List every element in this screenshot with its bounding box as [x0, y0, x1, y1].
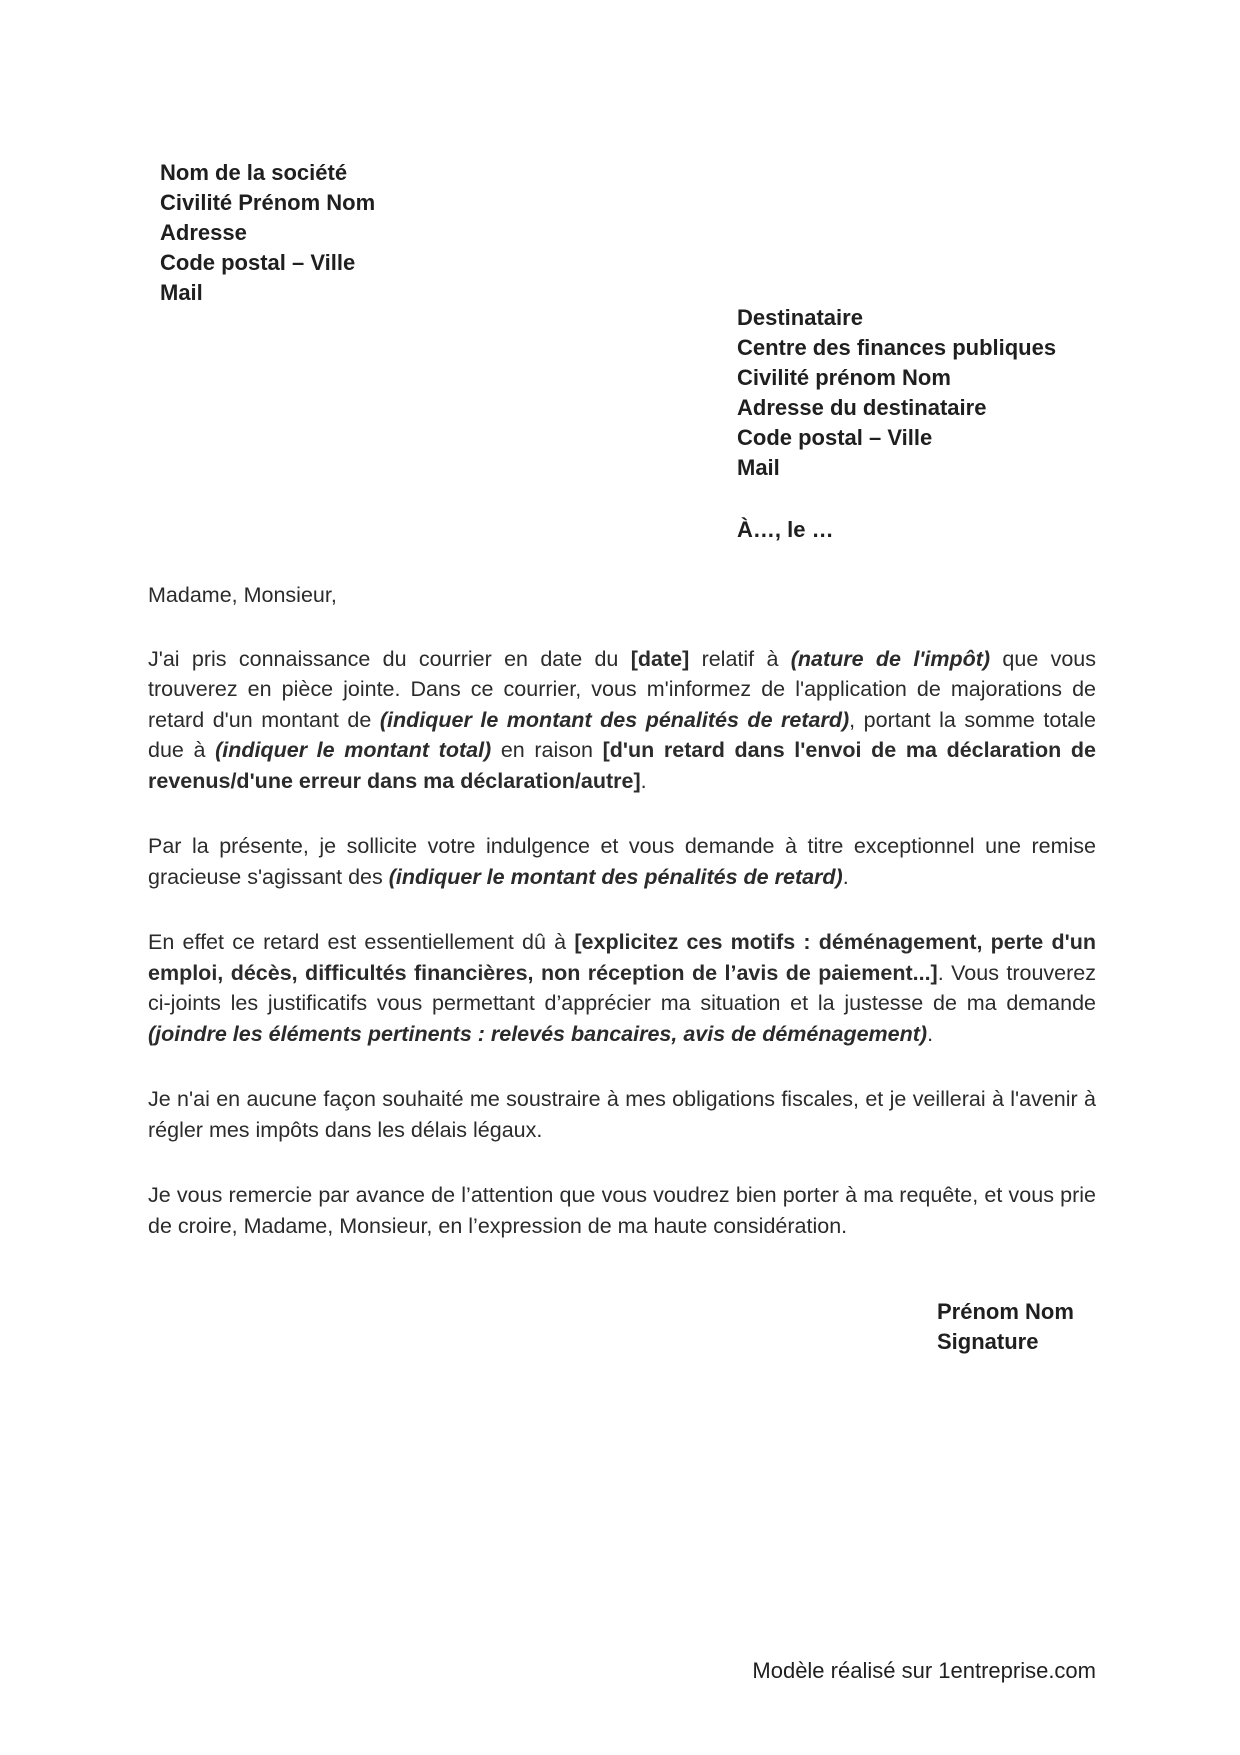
- paragraph-4: Je n'ai en aucune façon souhaité me soustraire à mes obligations fiscales, et je veillerai à l'avenir à régler mes impôts dans les délais légaux.: [148, 1087, 1096, 1142]
- signature-name: Prénom Nom: [937, 1299, 1074, 1324]
- recipient-city: Code postal – Ville: [737, 425, 933, 450]
- p1-text-1: J'ai pris connaissance du courrier en date du: [148, 646, 631, 671]
- sender-city: Code postal – Ville: [160, 250, 356, 275]
- recipient-organization: Centre des finances publiques: [737, 335, 1057, 360]
- paragraph-1: [148, 644, 1096, 797]
- sender-address: Adresse: [160, 220, 247, 245]
- p3-text-2: . Vous trouverez ci-joints les justificatifs vous permettant d’apprécier ma situation et la justesse de ma demande: [148, 960, 1096, 1015]
- p1-text-5: en raison: [491, 738, 603, 762]
- signature-label: Signature: [937, 1329, 1039, 1354]
- p1-text-6: .: [640, 768, 647, 793]
- recipient-mail: Mail: [737, 455, 780, 480]
- paragraph-2: [148, 831, 1096, 892]
- p2-text-1: Par la présente, je sollicite votre indulgence et vous demande à titre exceptionnel une remise gracieuse s'agissant des: [148, 834, 1096, 889]
- p1-bold-italic-2: (indiquer le montant des pénalités de retard): [379, 707, 850, 732]
- salutation: Madame, Monsieur,: [148, 583, 337, 607]
- signature-block: [937, 1297, 1074, 1357]
- sender-mail: Mail: [160, 280, 203, 305]
- p1-bold-italic-1: (nature de l'impôt): [790, 646, 991, 671]
- date-line: À…, le …: [737, 517, 834, 542]
- recipient-block: [737, 303, 1056, 483]
- recipient-label: Destinataire: [737, 305, 863, 330]
- letter-body: [148, 580, 1096, 1276]
- p1-text-2: relatif à: [689, 646, 791, 671]
- paragraph-3: [148, 927, 1096, 1049]
- p1-bold-2: [d'un retard dans l'envoi de ma déclaration de revenus/d'une erreur dans ma déclaration/autre]: [148, 738, 1096, 793]
- p1-bold-1: [date]: [630, 646, 690, 671]
- footer-credit: Modèle réalisé sur 1entreprise.com: [752, 1658, 1096, 1683]
- p3-text-1: En effet ce retard est essentiellement dû à: [148, 930, 575, 954]
- paragraph-5: Je vous remercie par avance de l’attention que vous voudrez bien porter à ma requête, et vous prie de croire, Madame, Monsieur, en l’expression de ma haute considération.: [148, 1183, 1096, 1238]
- sender-block: [160, 158, 375, 308]
- p3-bold-italic-1: (joindre les éléments pertinents : relevés bancaires, avis de déménagement): [148, 1021, 928, 1046]
- sender-company: Nom de la société: [160, 160, 348, 185]
- p2-bold-italic-1: (indiquer le montant des pénalités de retard): [388, 864, 843, 889]
- p1-text-3: que vous trouverez en pièce jointe. Dans ce courrier, vous m'informez de l'application de majorations de retard d'un montant de: [148, 646, 1097, 732]
- p3-bold-1: [explicitez ces motifs : déménagement, perte d'un emploi, décès, difficultés financières, non réception de l’avis de paiement...]: [148, 930, 1096, 985]
- recipient-name: Civilité prénom Nom: [737, 365, 951, 390]
- p3-text-3: .: [927, 1021, 934, 1046]
- p1-text-4: , portant la somme totale due à: [148, 707, 1096, 762]
- sender-name: Civilité Prénom Nom: [160, 190, 376, 215]
- p1-bold-italic-3: (indiquer le montant total): [215, 738, 492, 762]
- p2-text-2: .: [842, 864, 849, 889]
- recipient-address: Adresse du destinataire: [737, 395, 987, 420]
